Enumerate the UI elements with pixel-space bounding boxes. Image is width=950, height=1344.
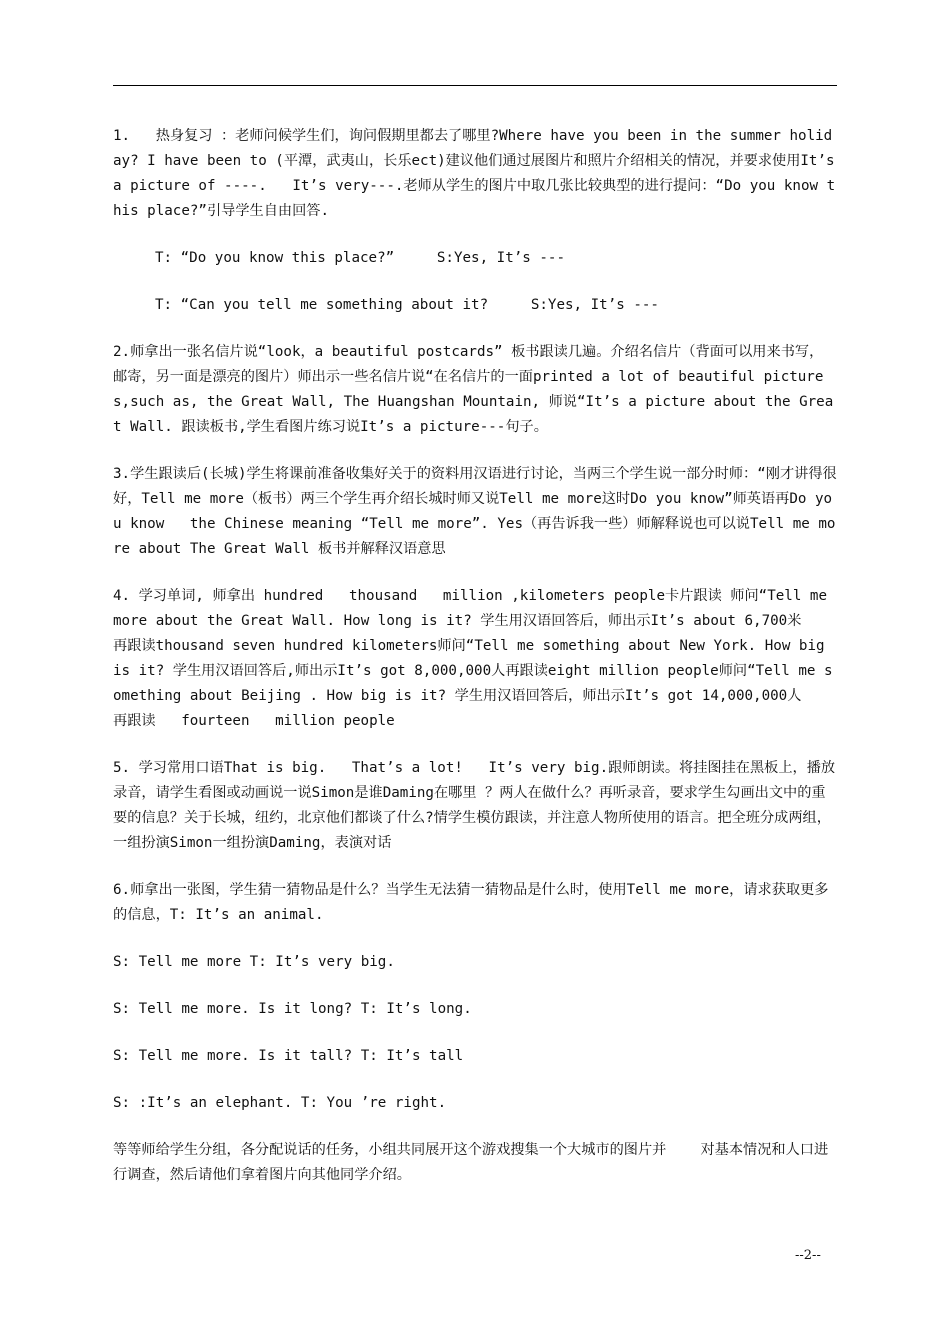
- document-body: [113, 124, 853, 1210]
- paragraph-vocabulary: 4. 学习单词, 师拿出 hundred thousand million ,kilometers people卡片跟读 师问“Tell me more about the Great Wall. How long is it? 学生用汉语回答后，师出示It’s about 6,700米 再跟读thousand seven hundred kilometers师问“Tell me something about New York. How big is it? 学生用汉语回答后,师出示It’s got 8,000,000人再跟读eight million people师问“Tell me something about Beijing . How big is it? 学生用汉语回答后，师出示It’s got 14,000,000人 再跟读 fourteen million people: [113, 588, 853, 729]
- paragraph-oral-phrases: 5. 学习常用口语That is big. That’s a lot! It’s very big.跟师朗读。将挂图挂在黑板上，播放录音，请学生看图或动画说一说Simon是谁Daming在哪里 ？两人在做什么？再听录音，要求学生勾画出文中的重要的信息？关于长城，纽约，北京他们都谈了什么?情学生模仿跟读，并注意人物所使用的语言。把全班分成两组，一组扮演Simon一组扮演Daming，表演对话: [113, 760, 836, 851]
- paragraph-group-task: 等等师给学生分组，各分配说话的任务，小组共同展开这个游戏搜集一个大城市的图片并 对基本情况和人口进行调查，然后请他们拿着图片向其他同学介绍。: [113, 1142, 829, 1183]
- dialog-line-5: S: Tell me more. Is it tall? T: It’s tall: [113, 1048, 464, 1064]
- page-number: --2--: [795, 1248, 821, 1263]
- paragraph-guessing-game: 6.师拿出一张图，学生猜一猜物品是什么？当学生无法猜一猜物品是什么时，使用Tell me more，请求获取更多的信息，T: It’s an animal.: [113, 882, 829, 923]
- paragraph-warmup: 1. 热身复习 ：老师问候学生们，询问假期里都去了哪里?Where have you been in the summer holiday? I have been to (平潭，武夷山，长乐ect)建议他们通过展图片和照片介绍相关的情况，并要求使用It’s a picture of ----. It’s very---.老师从学生的图片中取几张比较典型的进行提问：“Do you know this place?”引导学生自由回答.: [113, 128, 844, 219]
- dialog-line-6: S: :It’s an elephant. T: You ’re right.: [113, 1095, 447, 1111]
- dialog-line-1: T: “Do you know this place?” S:Yes, It’s ---: [155, 250, 565, 266]
- header-rule: [113, 85, 837, 86]
- paragraph-postcards: 2.师拿出一张名信片说“look，a beautiful postcards” 板书跟读几遍。介绍名信片（背面可以用来书写，邮寄，另一面是漂亮的图片）师出示一些名信片说“在名信片的一面printed a lot of beautiful pictures,such as, the Great Wall, The Huangshan Mountain, 师说“It’s a picture about the Great Wall. 跟读板书,学生看图片练习说It’s a picture---句子。: [113, 344, 834, 435]
- dialog-line-4: S: Tell me more. Is it long? T: It’s long.: [113, 1001, 472, 1017]
- dialog-line-2: T: “Can you tell me something about it? S:Yes, It’s ---: [155, 297, 659, 313]
- dialog-line-3: S: Tell me more T: It’s very big.: [113, 954, 395, 970]
- paragraph-great-wall: 3.学生跟读后(长城)学生将课前准备收集好关于的资料用汉语进行讨论，当两三个学生说一部分时师：“刚才讲得很好，Tell me more（板书）两三个学生再介绍长城时师又说Tell me more这时Do you know”师英语再Do you know the Chinese meaning “Tell me more”. Yes（再告诉我一些）师解释说也可以说Tell me more about The Great Wall 板书并解释汉语意思: [113, 466, 837, 557]
